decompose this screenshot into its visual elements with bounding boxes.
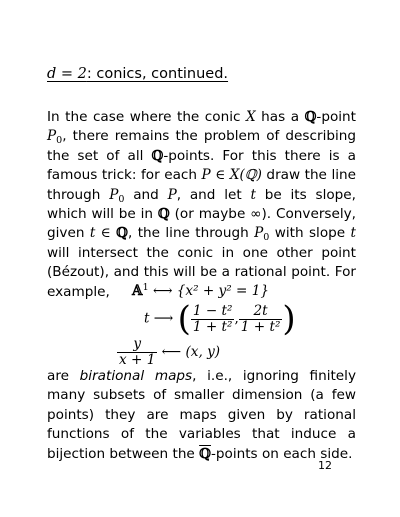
math-p0: P [47,128,57,145]
text-run: with slope [269,225,351,242]
text-run: , i.e., ignoring finitely many subsets of smaller dimension (a few points) they are maps given by rational functions of the variables that induce a bijection between the [47,368,356,462]
closing-paragraph [47,367,356,464]
text-run: and [124,186,168,203]
emphasis-birational-maps: birational maps [79,368,193,384]
subscript: 0 [56,135,63,147]
math-var-p: P [201,167,211,184]
page-number: 12 [318,459,332,472]
math-arrow: ⟷ [148,283,177,299]
math-qbar: ℚ [199,445,211,462]
text-run: -point [316,109,356,125]
text-run: , there remains the problem of describing the set of all [47,128,356,164]
math-xq: X(ℚ) [229,167,262,184]
math-circle-set: {x² + y² = 1} [176,283,270,299]
fraction [239,304,283,335]
math-var-x: X [245,109,256,125]
text-run: -points. For this there is a famous trick: for each [47,147,357,184]
math-var-t: t [350,225,356,242]
text-run: , the line through [127,225,255,242]
math-var-p: P [167,186,177,203]
slide-heading [47,66,228,82]
math-rationals: ℚ [116,225,128,242]
fraction [117,337,157,368]
math-affine-line: 𝔸 [132,283,143,299]
subscript: 0 [118,193,125,205]
fraction-denominator: 1 + t² [240,318,281,335]
fraction-denominator: x + 1 [119,352,156,368]
math-var-t: t [250,186,256,203]
math-rationals: ℚ [151,147,164,164]
fraction-denominator: 1 + t² [192,318,233,335]
text-run: has a [255,109,305,125]
math-arrow: ⟶ [149,310,178,327]
math-rationals: ℚ [304,109,317,125]
math-var-t: t [144,310,150,327]
body-paragraph [47,108,356,302]
math-point: (x, y) [185,344,221,360]
right-paren: ) [282,299,296,339]
text-run: , and let [176,186,251,203]
heading-text: : conics, continued. [86,66,229,82]
fraction-numerator: 2t [253,302,268,319]
subscript: 0 [263,232,270,244]
fraction-numerator: 1 − t² [192,302,233,319]
text-run: draw the line through [47,167,356,203]
text-run: In the case where the conic [47,109,246,125]
math-rationals: ℚ [157,206,170,223]
math-p0: P [109,186,119,203]
math-arrow: ⟵ [157,344,186,360]
text-run: are [47,368,80,384]
math-in: ∈ [210,167,230,184]
text-run: (or maybe ∞). Conversely, given [47,206,356,242]
text-run: -points on each side. [210,445,353,462]
math-in: ∈ [95,225,117,242]
fraction-numerator: y [133,336,142,352]
math-comma: , [234,310,239,327]
text-run: be its slope, which will be in [47,186,356,223]
superscript: 1 [142,282,149,293]
math-p0: P [254,225,264,242]
math-var-t: t [89,225,96,242]
heading-math: d = 2 [47,66,87,82]
fraction [191,304,235,335]
text-run: will intersect the conic in one other point (Bézout), and this will be a rational point. For example, [47,244,356,300]
left-paren: ( [177,299,191,339]
